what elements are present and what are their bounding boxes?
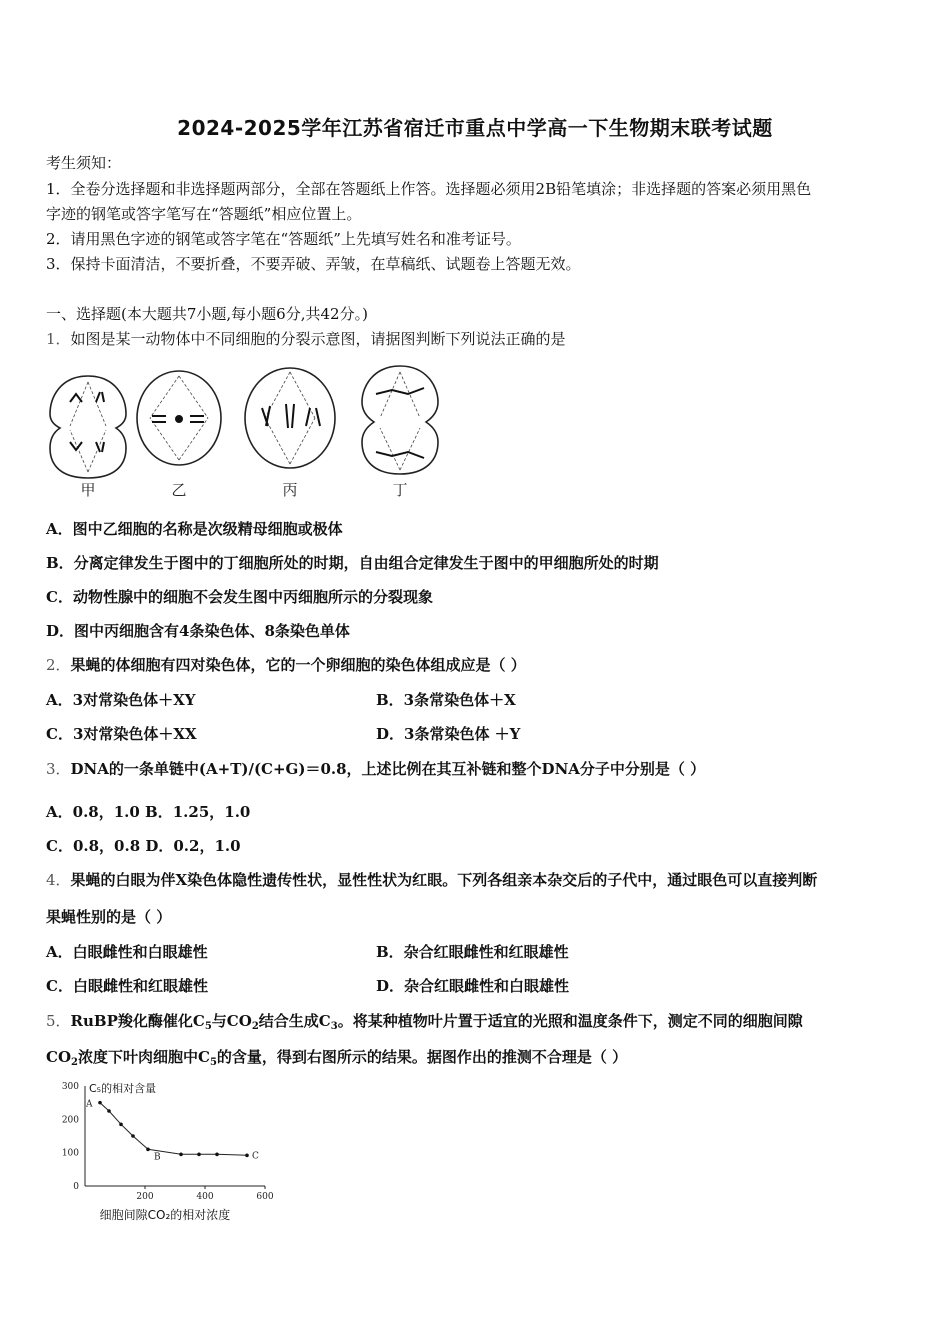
subscript: 3 [330, 1021, 338, 1032]
chart-title: C₅的相对含量 [89, 1082, 157, 1095]
x-tick-label: 600 [256, 1192, 274, 1202]
question-4 [46, 869, 817, 890]
y-tick-label: 100 [61, 1148, 79, 1159]
notice-item: 字迹的钢笔或答字笔写在“答题纸”相应位置上。 [46, 205, 362, 223]
subscript: 5 [204, 1021, 212, 1032]
q2-option: A．3对常染色体＋XY [46, 691, 196, 709]
point-label: B [154, 1152, 161, 1163]
cell-label: 丙 [282, 481, 298, 498]
series-line [100, 1103, 247, 1156]
subscript: 2 [71, 1057, 78, 1068]
data-point [245, 1154, 249, 1158]
question-number: 5． [46, 1012, 71, 1030]
cell-division-svg [40, 358, 460, 498]
x-axis-label: 细胞间隙CO₂的相对浓度 [99, 1208, 231, 1222]
notice-item: 3．保持卡面清洁，不要折叠，不要弄破、弄皱，在草稿纸、试题卷上答题无效。 [46, 255, 581, 273]
cell-label: 乙 [171, 481, 187, 498]
q1-option: B．分离定律发生于图中的丁细胞所处的时期，自由组合定律发生于图中的甲细胞所处的时期 [46, 554, 659, 572]
stem-part: 。将某种植物叶片置于适宜的光照和温度条件下，测定不同的细胞间隙 [337, 1012, 803, 1030]
question-5-cont [46, 1046, 627, 1068]
notice-item: 1．全卷分选择题和非选择题两部分，全部在答题纸上作答。选择题必须用2B铅笔填涂；非选择题的答案必须用黑色 [46, 180, 812, 198]
q4-option: C．白眼雌性和红眼雄性 [46, 977, 208, 995]
subscript: 2 [251, 1021, 259, 1032]
stem-part: 浓度下叶肉细胞中C [77, 1048, 210, 1066]
q4-option: B．杂合红眼雌性和红眼雄性 [376, 943, 569, 961]
question-1 [46, 328, 566, 349]
c5-chart-svg [55, 1078, 285, 1228]
stem-part: 的含量，得到右图所示的结果。据图作出的推测不合理是（ ） [216, 1048, 628, 1066]
stem-part: CO [46, 1048, 72, 1066]
cell-label: 丁 [392, 481, 408, 498]
stem-part: 结合生成C [258, 1012, 331, 1030]
question-3 [46, 758, 705, 779]
data-point [119, 1123, 123, 1127]
subscript: 5 [209, 1057, 217, 1068]
c5-chart [55, 1078, 285, 1228]
data-point [197, 1153, 201, 1157]
q1-option: A．图中乙细胞的名称是次级精母细胞或极体 [46, 520, 343, 538]
point-label: C [252, 1151, 259, 1162]
q2-option: B．3条常染色体＋X [376, 691, 516, 709]
data-point [131, 1134, 135, 1138]
section-heading: 一、选择题(本大题共7小题,每小题6分,共42分。) [46, 305, 368, 323]
stem-part: 与CO [211, 1012, 252, 1030]
question-2 [46, 654, 526, 675]
point-label: A [86, 1099, 93, 1110]
cell-division-figure [40, 358, 460, 498]
question-number: 1． [46, 330, 71, 348]
q4-option: D．杂合红眼雌性和白眼雄性 [376, 977, 570, 995]
question-number: 3． [46, 760, 71, 778]
page-title: 2024-2025学年江苏省宿迁市重点中学高一下生物期末联考试题 [177, 116, 773, 140]
stem-part: RuBP羧化酶催化C [70, 1012, 205, 1030]
question-5 [46, 1010, 803, 1032]
y-tick-label: 200 [61, 1115, 79, 1126]
data-point [179, 1153, 183, 1157]
question-number: 2． [46, 656, 71, 674]
q4-option: A．白眼雌性和白眼雄性 [46, 943, 208, 961]
q2-option: D．3条常染色体 ＋Y [376, 725, 521, 743]
cell-label: 甲 [80, 481, 96, 498]
question-stem-cont: 果蝇性别的是（ ） [46, 908, 172, 926]
notice-item: 2．请用黑色字迹的钢笔或答字笔在“答题纸”上先填写姓名和准考证号。 [46, 230, 521, 248]
question-number: 4． [46, 871, 71, 889]
notice-heading: 考生须知： [46, 154, 122, 172]
x-tick-label: 400 [196, 1192, 214, 1202]
question-stem: 如图是某一动物体中不同细胞的分裂示意图，请据图判断下列说法正确的是 [70, 330, 566, 348]
q2-option: C．3对常染色体＋XX [46, 725, 197, 743]
question-stem: 果蝇的白眼为伴X染色体隐性遗传性状，显性性状为红眼。下列各组亲本杂交后的子代中，通过眼色可以直接判断 [70, 871, 818, 889]
y-tick-label: 300 [61, 1082, 79, 1092]
data-point [107, 1109, 111, 1113]
data-point [98, 1101, 102, 1105]
data-point [146, 1148, 150, 1152]
q1-option: D．图中丙细胞含有4条染色体、8条染色单体 [46, 622, 350, 640]
q1-option: C．动物性腺中的细胞不会发生图中丙细胞所示的分裂现象 [46, 588, 433, 606]
y-tick-label: 0 [73, 1182, 79, 1192]
question-stem: DNA的一条单链中(A+T)/(C+G)＝0.8，上述比例在其互补链和整个DNA分子中分别是（ ） [70, 760, 706, 778]
q3-options: C．0.8，0.8 D．0.2，1.0 [46, 837, 241, 855]
question-stem: 果蝇的体细胞有四对染色体，它的一个卵细胞的染色体组成应是（ ） [70, 656, 526, 674]
x-tick-label: 200 [136, 1192, 154, 1202]
data-point [215, 1153, 219, 1157]
q3-options: A．0.8，1.0 B．1.25，1.0 [46, 803, 251, 821]
